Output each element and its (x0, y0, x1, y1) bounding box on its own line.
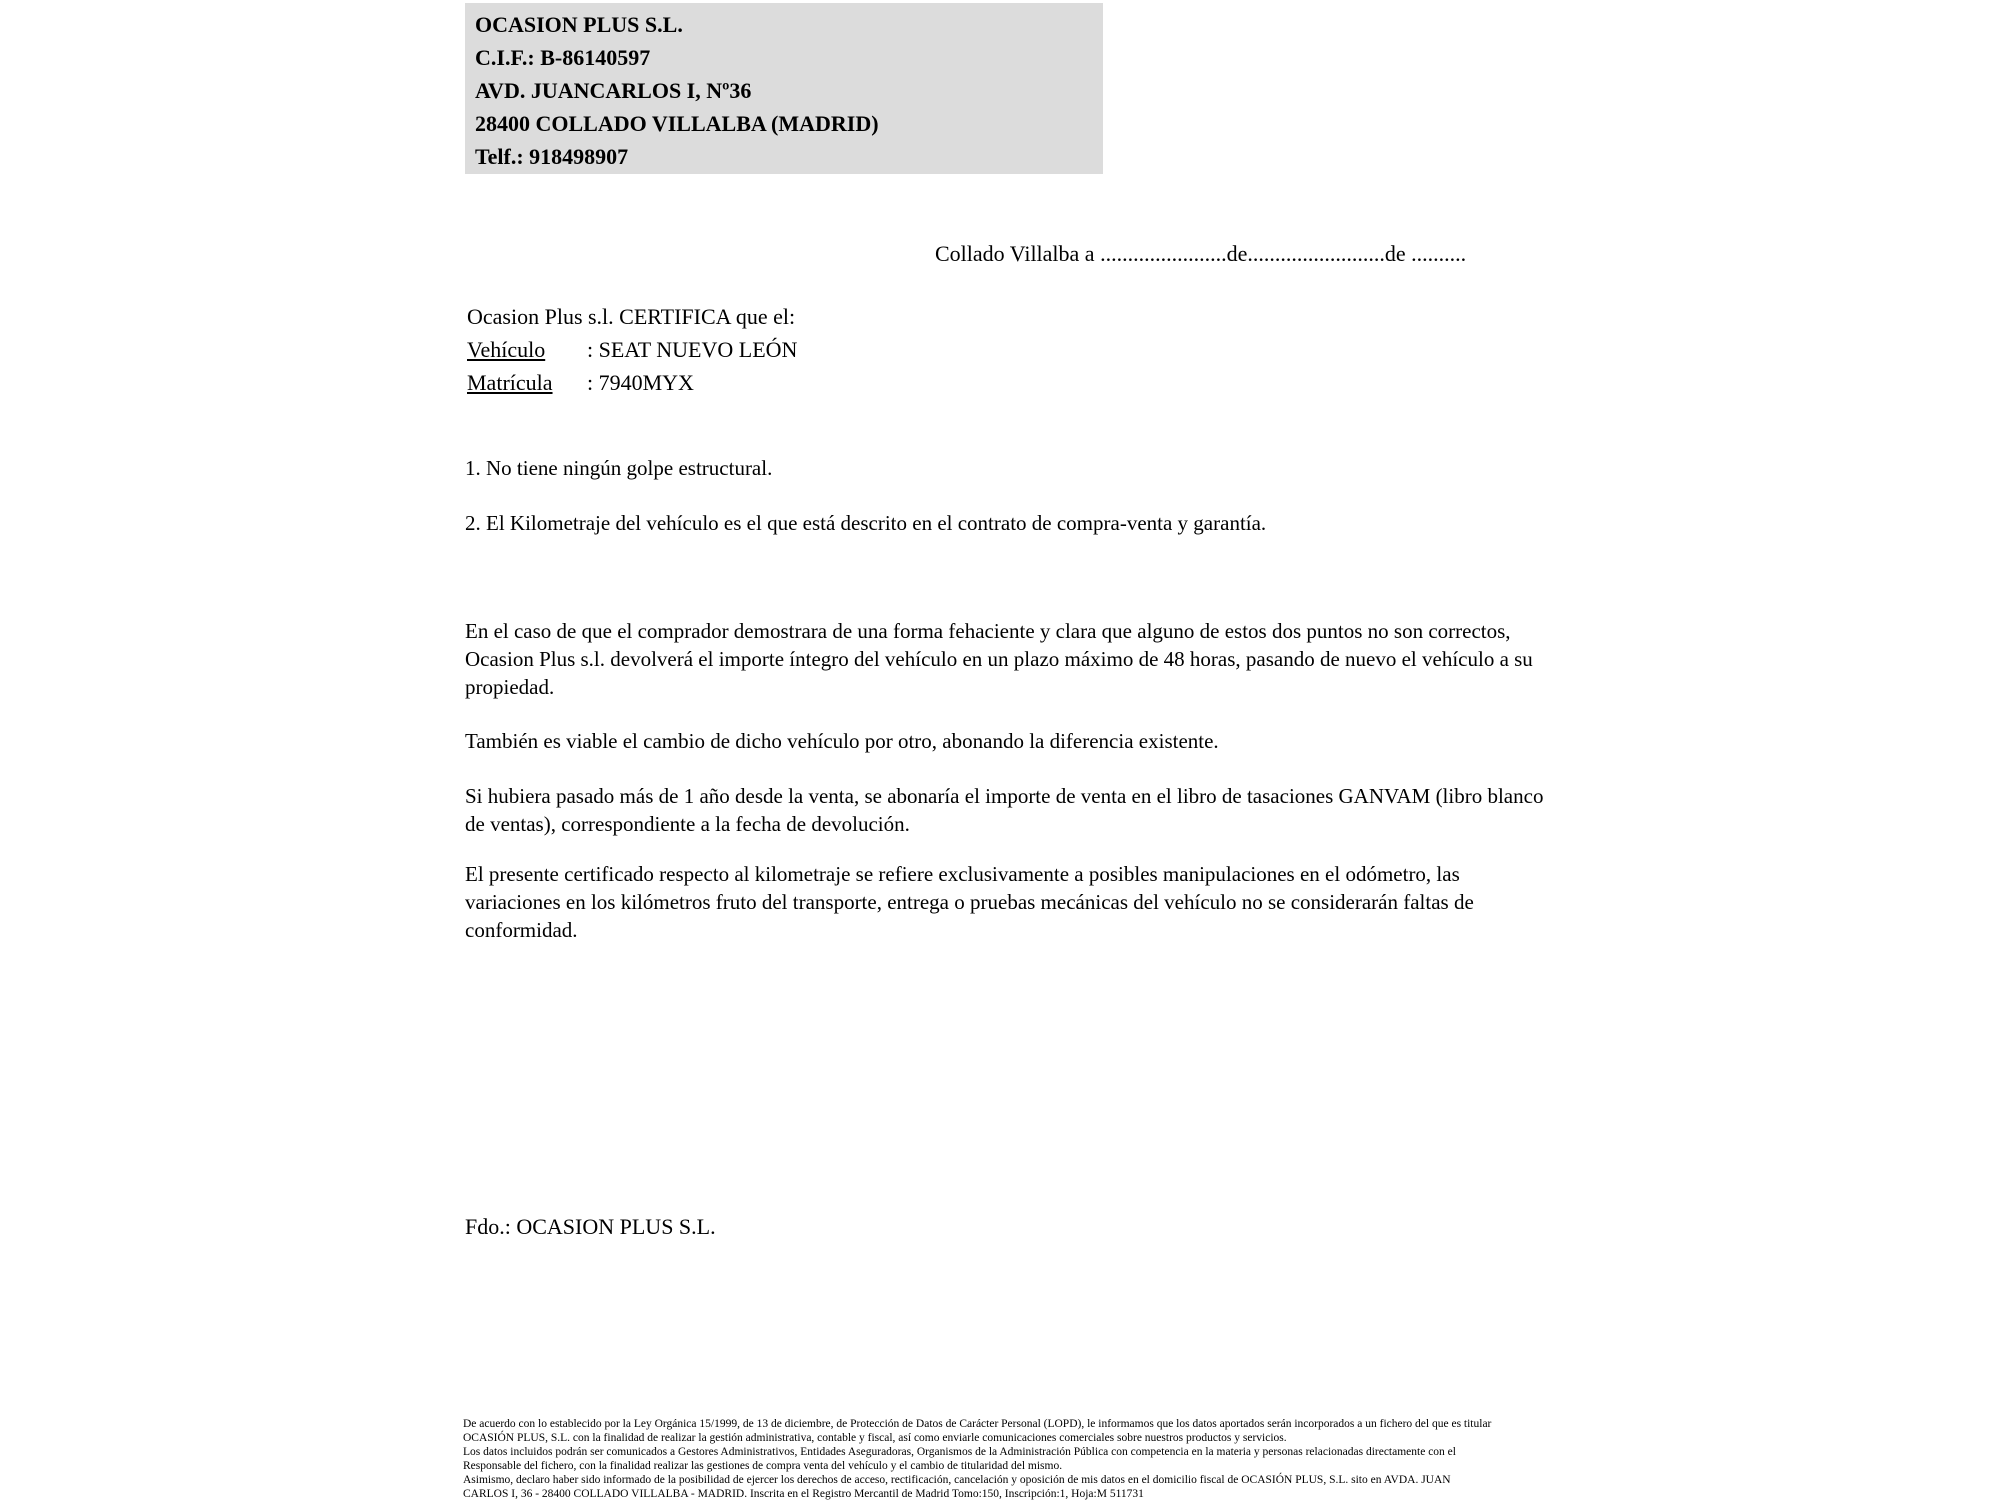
clause-mileage: 2. El Kilometraje del vehículo es el que está descrito en el contrato de compra-venta y garantía. (465, 511, 1267, 535)
place-date-line: Collado Villalba a .......................de.........................de .......... (935, 241, 1467, 266)
dealer-city: 28400 COLLADO VILLALBA (MADRID) (475, 111, 879, 136)
legal-footer-line: OCASIÓN PLUS, S.L. con la finalidad de realizar la gestión administrativa, contable y fiscal, así como enviarle comunicaciones comerciales sobre nuestros productos y servicios. (463, 1432, 1287, 1444)
plate-field-value: : 7940MYX (587, 370, 694, 395)
legal-footer-line: Responsable del fichero, con la finalidad realizar las gestiones de compra venta del vehículo y el cambio de titularidad del mismo. (463, 1460, 1063, 1472)
signature-line: Fdo.: OCASION PLUS S.L. (465, 1214, 716, 1239)
legal-footer-line: Asimismo, declaro haber sido informado de la posibilidad de ejercer los derechos de acceso, rectificación, cancelación y oposición de mis datos en el domicilio fiscal de OCASIÓN PLUS, S.L. sito en AVDA. JUAN (463, 1474, 1451, 1486)
legal-footer-line: De acuerdo con lo establecido por la Ley Orgánica 15/1999, de 13 de diciembre, de Protección de Datos de Carácter Personal (LOPD), le informamos que los datos aportados serán incorporados a un fichero del que es titular (463, 1418, 1492, 1430)
legal-footer-line: CARLOS I, 36 - 28400 COLLADO VILLALBA - MADRID. Inscrita en el Registro Mercantil de Madrid Tomo:150, Inscripción:1, Hoja:M 511731 (463, 1488, 1144, 1500)
paragraph-refund-terms: En el caso de que el comprador demostrara de una forma fehaciente y clara que alguno de estos dos puntos no son correctos, Ocasion Plus s.l. devolverá el importe íntegro del vehículo en un plazo máximo de 48 horas, pasando de nuevo el vehículo a su propiedad. (465, 619, 1533, 699)
plate-field-label: Matrícula (467, 370, 553, 395)
vehicle-field-value: : SEAT NUEVO LEÓN (587, 337, 798, 362)
dealer-company-name: OCASION PLUS S.L. (475, 12, 683, 37)
legal-footer-line: Los datos incluidos podrán ser comunicados a Gestores Administrativos, Entidades Aseguradoras, Organismos de la Administración Pública con competencia en la materia y personas relacionadas directamente con el (463, 1446, 1456, 1458)
dealer-address: AVD. JUANCARLOS I, Nº36 (475, 78, 752, 103)
paragraph-odometer-disclaimer: El presente certificado respecto al kilometraje se refiere exclusivamente a posibles manipulaciones en el odómetro, las variaciones en los kilómetros fruto del transporte, entrega o pruebas mecánicas del vehículo no se considerarán faltas de conformidad. (465, 862, 1474, 942)
vehicle-field-label: Vehículo (467, 337, 546, 362)
vehicle-field-row (467, 333, 797, 366)
plate-field-row (467, 366, 797, 399)
certification-intro: Ocasion Plus s.l. CERTIFICA que el: (467, 304, 796, 329)
dealer-phone: Telf.: 918498907 (475, 144, 629, 169)
legal-footer (463, 1417, 1583, 1500)
paragraph-vehicle-exchange: También es viable el cambio de dicho vehículo por otro, abonando la diferencia existente. (465, 729, 1219, 753)
paragraph-ganvam-valuation: Si hubiera pasado más de 1 año desde la venta, se abonaría el importe de venta en el libro de tasaciones GANVAM (libro blanco de ventas), correspondiente a la fecha de devolución. (465, 784, 1544, 836)
clause-structural-damage: 1. No tiene ningún golpe estructural. (465, 456, 773, 480)
dealer-cif: C.I.F.: B-86140597 (475, 45, 651, 70)
certification-block (467, 300, 797, 399)
dealer-header-box (465, 3, 1103, 174)
